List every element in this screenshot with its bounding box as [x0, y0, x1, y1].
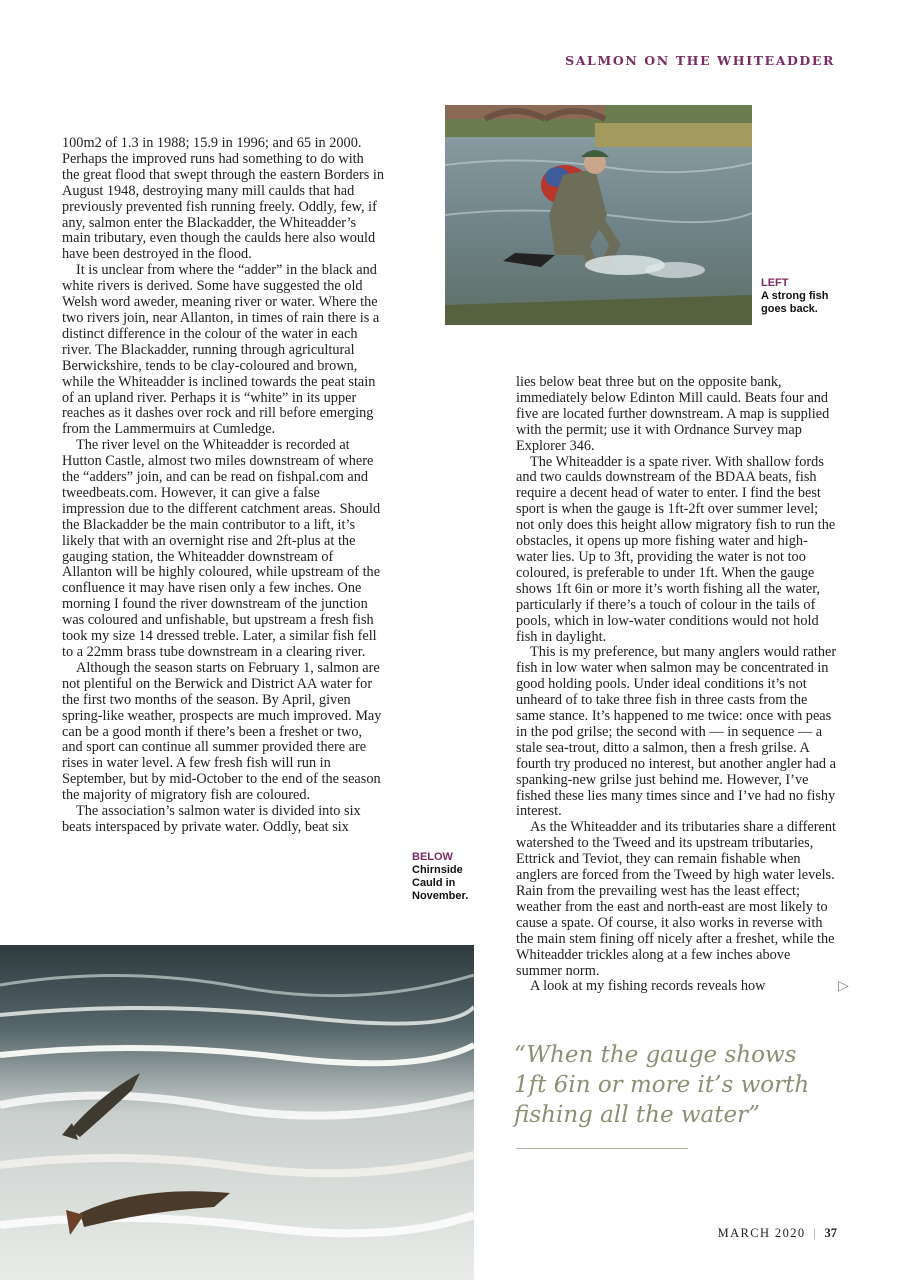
paragraph: The river level on the Whiteadder is recorded at Hutton Castle, almost two miles downstream of where the “adders” join, and can be read on fishpal.com and tweedbeats.com. However, it can give a false impression due to the different catchment areas. Should the Blackadder be the main contributor to a lift, it’s likely that with an overnight rise and 2ft-plus at the gauging station, the Whiteadder downstream of Allanton will be highly coloured, while upstream of the confluence it may have risen only a few inches. One morning I found the river downstream of the junction was coloured and unfishable, but upstream a fresh fish took my size 14 dressed treble. Later, a similar fish fell to a 22mm brass tube downstream in a clearing river. [62, 437, 381, 660]
paragraph: The Whiteadder is a spate river. With shallow fords and two caulds downstream of the BDAA beats, fish require a decent head of water to enter. I find the best sport is when the gauge is 1ft-2ft over summer level; not only does this height allow migratory fish to run the obstacles, it opens up more fishing water and high-water lies. Up to 3ft, providing the water is not too coloured, is preferable to under 1ft. When the gauge shows 1ft 6in or more it’s worth fishing all the water, particularly if there’s a touch of colour in the tails of pools, which in low-water conditions would not hold fish in daylight. [516, 453, 836, 645]
issue-date: MARCH 2020 [717, 1226, 806, 1240]
caption-label: LEFT [761, 277, 789, 289]
page-footer [718, 1226, 837, 1241]
paragraph: As the Whiteadder and its tributaries share a different watershed to the Tweed and its upstream tributaries, Ettrick and Teviot, they can remain fishable when anglers are forced from the Tweed by high water levels. Rain from the prevailing west has the least effect; weather from the east and north-east are most likely to cause a spate. Of course, it also works in reverse with the main stem fining off nicely after a freshet, while the Whiteadder trickles along at a few inches above summer norm. [516, 819, 836, 979]
caption-below [412, 851, 482, 903]
footer-separator: | [813, 1226, 817, 1240]
article-column-right [516, 375, 838, 995]
caption-label: BELOW [412, 851, 453, 863]
paragraph: A look at my fishing records reveals how [530, 978, 766, 995]
photo-chirnside-cauld [0, 945, 474, 1280]
caption-text: Chirnside Cauld in November. [412, 864, 469, 902]
paragraph: The association’s salmon water is divided into six beats interspaced by private water. Oddly, beat six [62, 803, 361, 835]
pull-quote: “When the gauge shows 1ft 6in or more it’s worth fishing all the water” [514, 1042, 810, 1128]
triangle-right-icon[interactable]: ▷ [838, 978, 849, 994]
paragraph: Although the season starts on February 1, salmon are not plentiful on the Berwick and District AA water for the first two months of the season. By April, given spring-like weather, prospects are much improved. May can be a good month if there’s been a freshet or two, and sport can continue all summer provided there are rises in water level. A few fresh fish will run in September, but by mid-October to the end of the season the majority of migratory fish are coloured. [62, 659, 382, 804]
paragraph: 100m2 of 1.3 in 1988; 15.9 in 1996; and 65 in 2000. Perhaps the improved runs had something to do with the great flood that swept through the eastern Borders in August 1948, destroying many mill caulds that had previously prevented fish running freely. Oddly, few, if any, salmon enter the Blackadder, the Whiteadder’s main tributary, even though the caulds here also would have been destroyed in the flood. [62, 135, 384, 263]
paragraph: It is unclear from where the “adder” in the black and white rivers is derived. Some have suggested the old Welsh word aweder, meaning river or water. Where the two rivers join, near Allanton, in times of rain there is a distinct difference in the colour of the water in each river. The Blackadder, running through agricultural Berwickshire, tends to be clay-coloured and brown, while the Whiteadder is inclined towards the peat stain of an upland river. Perhaps it is “white” in its upper reaches as it dashes over rock and rill before emerging from the Lammermuirs at Cumledge. [62, 262, 380, 438]
caption-text: A strong fish goes back. [761, 290, 829, 315]
article-column-left [62, 136, 384, 836]
section-title: SALMON ON THE WHITEADDER [565, 53, 835, 68]
pull-quote-rule [516, 1148, 688, 1149]
photo-angler-release [445, 105, 752, 325]
caption-left [761, 277, 841, 316]
page-number: 37 [824, 1226, 837, 1240]
paragraph: This is my preference, but many anglers would rather fish in low water when salmon may be concentrated in good holding pools. Under ideal conditions it’s not unheard of to take three fish in three casts from the same stance. It’s happened to me twice: once with peas in the pod grilse; the second with — in sequence — a stale sea-trout, ditto a salmon, then a fresh grilse. A fourth try produced no interest, but another angler had a spanking-new grilse just behind me. However, I’ve fished these lies many times since and I’ve had no fishy interest. [516, 644, 837, 820]
paragraph: lies below beat three but on the opposite bank, immediately below Edinton Mill cauld. Beats four and five are located further downstream. A map is supplied with the permit; use it with Ordnance Survey map Explorer 346. [516, 374, 830, 454]
